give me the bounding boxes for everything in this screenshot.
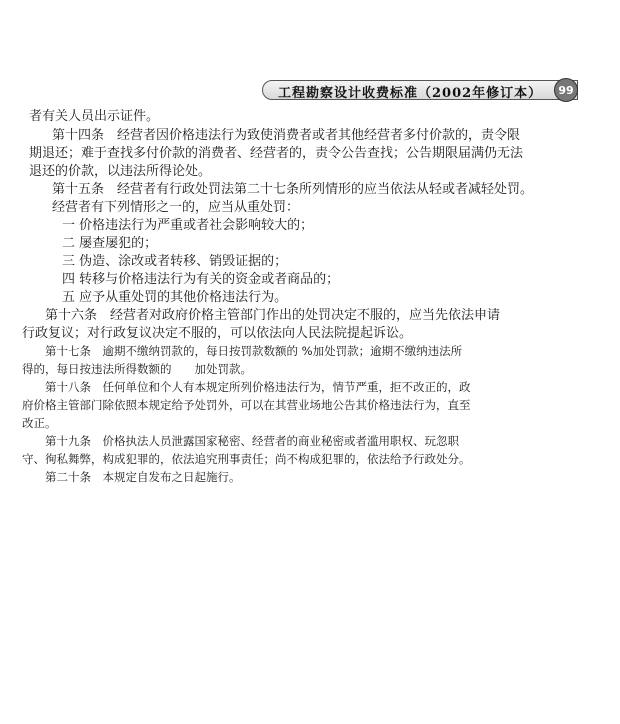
text-line: 守、徇私舞弊，构成犯罪的，依法追究刑事责任；尚不构成犯罪的，依法给予行政处分。 bbox=[22, 452, 471, 466]
text-line: 者有关人员出示证件。 bbox=[29, 109, 160, 124]
article-20-line: 第二十条 本规定自发布之日起施行。 bbox=[45, 470, 241, 484]
text-line: 得的，每日按违法所得数额的 加处罚款。 bbox=[22, 362, 252, 376]
article-19-line: 第十九条 价格执法人员泄露国家秘密、经营者的商业秘密或者滥用职权、玩忽职 bbox=[45, 434, 459, 448]
article-17-line: 第十七条 逾期不缴纳罚款的，每日按罚款数额的 %加处罚款；逾期不缴纳违法所 bbox=[45, 344, 463, 358]
list-item: 五 应予从重处罚的其他价格违法行为。 bbox=[62, 290, 288, 305]
text-line: 府价格主管部门除依照本规定给予处罚外，可以在其营业场地公告其价格违法行为，直至 bbox=[22, 398, 471, 412]
list-item: 一 价格违法行为严重或者社会影响较大的； bbox=[62, 218, 314, 233]
text-line: 期退还；难于查找多付价款的消费者、经营者的，责令公告查找；公告期限届满仍无法 bbox=[29, 146, 524, 161]
list-item: 三 伪造、涂改或者转移、销毁证据的； bbox=[62, 254, 288, 269]
running-header bbox=[262, 78, 598, 102]
text-line: 经营者有下列情形之一的，应当从重处罚： bbox=[52, 200, 300, 215]
list-item: 四 转移与价格违法行为有关的资金或者商品的； bbox=[62, 272, 340, 287]
text-line: 改正。 bbox=[22, 416, 57, 430]
text-line: 退还的价款，以违法所得论处。 bbox=[29, 164, 212, 179]
article-18-line: 第十八条 任何单位和个人有本规定所列价格违法行为，情节严重，拒不改正的，政 bbox=[45, 380, 471, 394]
article-15-line: 第十五条 经营者有行政处罚法第二十七条所列情形的应当依法从轻或者减轻处罚。 bbox=[52, 182, 534, 197]
article-14-line: 第十四条 经营者因价格违法行为致使消费者或者其他经营者多付价款的，责令限 bbox=[52, 128, 521, 143]
list-item: 二 屡查屡犯的； bbox=[62, 236, 158, 251]
header-title: 工程勘察设计收费标准（2002年修订本） bbox=[278, 86, 543, 101]
page-number: 99 bbox=[554, 78, 578, 102]
article-16-line: 第十六条 经营者对政府价格主管部门作出的处罚决定不服的，应当先依法申请 bbox=[45, 308, 501, 323]
text-line: 行政复议；对行政复议决定不服的，可以依法向人民法院提起诉讼。 bbox=[22, 326, 413, 341]
